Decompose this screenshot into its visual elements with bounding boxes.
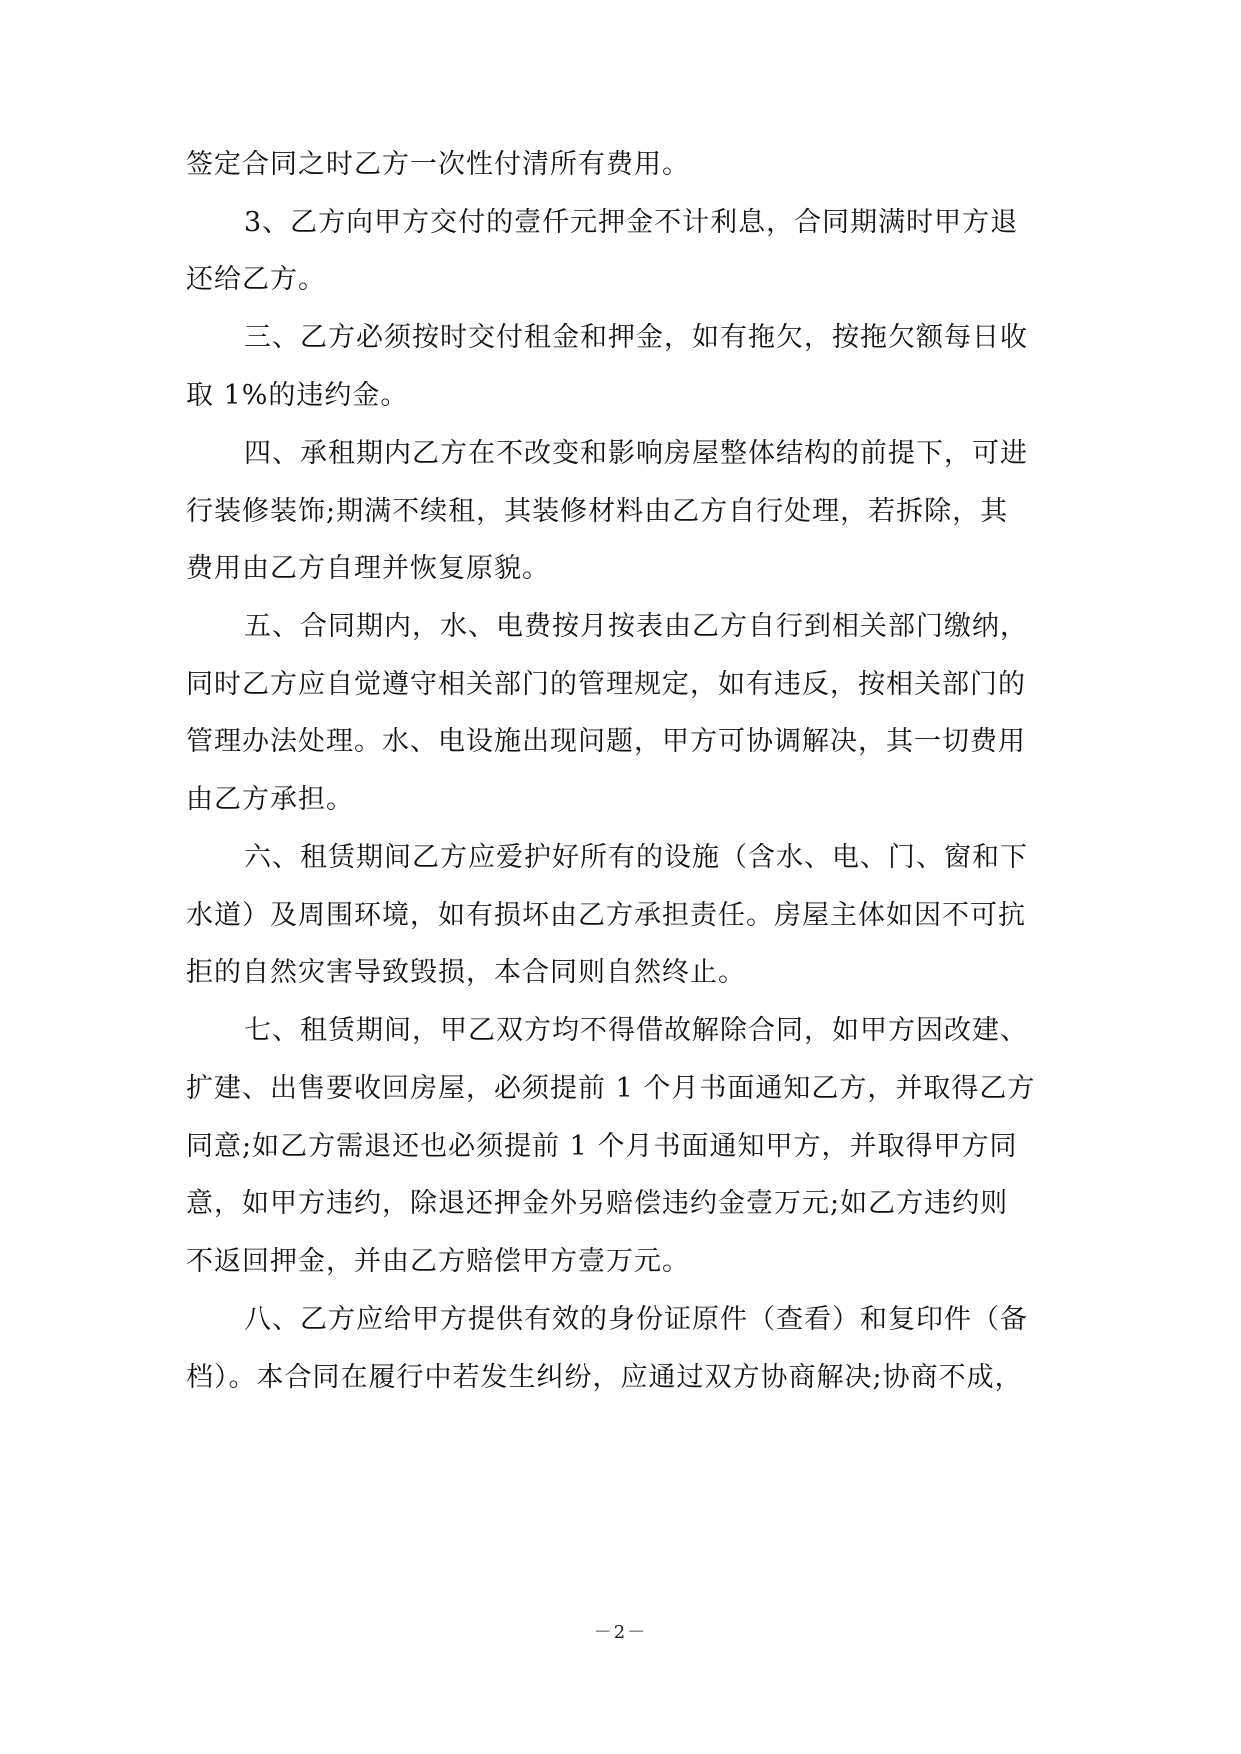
clause-four-line-1: 四、承租期内乙方在不改变和影响房屋整体结构的前提下，可进 [244,438,1028,469]
clause-four-line-2: 行装修装饰;期满不续租，其装修材料由乙方自行处理，若拆除，其 [186,496,1009,527]
clause-five-line-3: 管理办法处理。水、电设施出现问题，甲方可协调解决，其一切费用 [186,726,1026,757]
clause-five-line-2: 同时乙方应自觉遵守相关部门的管理规定，如有违反，按相关部门的 [186,669,1026,700]
clause-eight-line-1: 八、乙方应给甲方提供有效的身份证原件（查看）和复印件（备 [244,1304,1028,1335]
clause-eight-line-2: 档）。本合同在履行中若发生纠纷，应通过双方协商解决;协商不成， [186,1362,1023,1393]
clause-3-line-1: 3、乙方向甲方交付的壹仟元押金不计利息，合同期满时甲方退 [244,207,1019,238]
clause-five-line-4: 由乙方承担。 [186,784,354,815]
clause-seven-line-3: 同意;如乙方需退还也必须提前 1 个月书面通知甲方，并取得甲方同 [186,1131,1018,1162]
clause-3-line-2: 还给乙方。 [186,264,326,295]
clause-three-line-2: 取 1%的违约金。 [186,380,409,411]
clause-five-line-1: 五、合同期内，水、电费按月按表由乙方自行到相关部门缴纳， [244,611,1028,642]
clause-four-line-3: 费用由乙方自理并恢复原貌。 [186,553,550,584]
clause-six-line-1: 六、租赁期间乙方应爱护好所有的设施（含水、电、门、窗和下 [244,842,1028,873]
clause-six-line-2: 水道）及周围环境，如有损坏由乙方承担责任。房屋主体如因不可抗 [186,900,1026,931]
clause-seven-line-1: 七、租赁期间，甲乙双方均不得借故解除合同，如甲方因改建、 [244,1015,1028,1046]
clause-six-line-3: 拒的自然灾害导致毁损，本合同则自然终止。 [186,957,746,988]
page-number: －2－ [593,1622,648,1643]
text-line: 签定合同之时乙方一次性付清所有费用。 [186,149,690,180]
clause-seven-line-2: 扩建、出售要收回房屋，必须提前 1 个月书面通知乙方，并取得乙方 [186,1073,1036,1104]
clause-seven-line-4: 意，如甲方违约，除退还押金外另赔偿违约金壹万元;如乙方违约则 [186,1188,1009,1219]
clause-three-line-1: 三、乙方必须按时交付租金和押金，如有拖欠，按拖欠额每日收 [244,322,1028,353]
clause-seven-line-5: 不返回押金，并由乙方赔偿甲方壹万元。 [186,1246,690,1277]
